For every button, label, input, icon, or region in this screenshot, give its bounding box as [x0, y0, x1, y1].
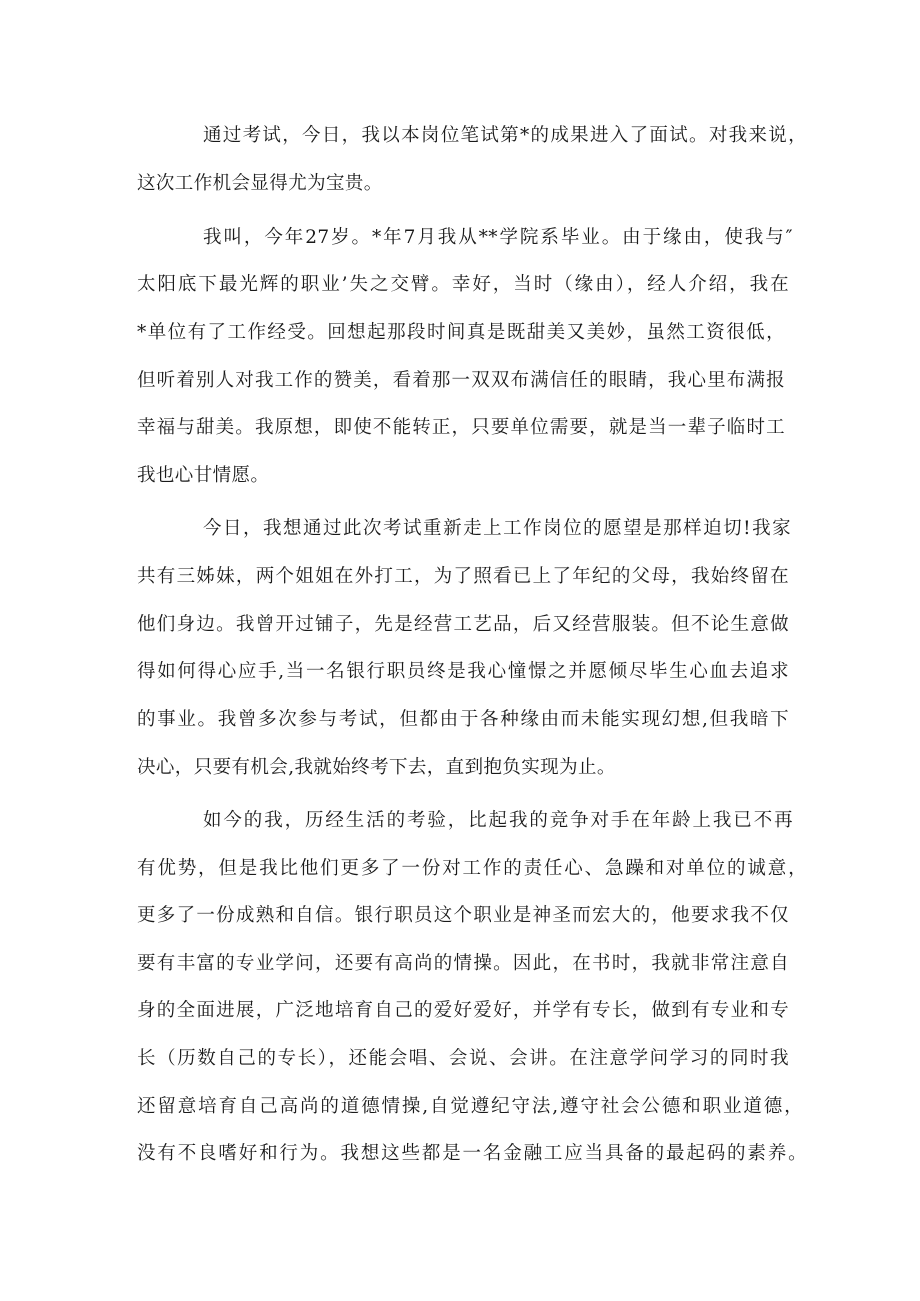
text-line: 有优势，但是我比他们更多了一份对工作的责任心、急躁和对单位的诚意，	[137, 858, 807, 879]
text-line: 这次工作机会显得尤为宝贵。	[137, 173, 383, 194]
text-line: 更多了一份成熟和自信。银行职员这个职业是神圣而宏大的，他要求我不仅	[137, 905, 789, 926]
text-line: 今日，我想通过此次考试重新走上工作岗位的愿望是那样迫切!我家	[203, 518, 791, 539]
text-line: 没有不良嗜好和行为。我想这些都是一名金融工应当具备的最起码的素养。	[137, 1143, 807, 1164]
text-line: 要有丰富的专业学问，还要有高尚的情操。因此，在书时，我就非常注意自	[137, 953, 789, 974]
text-line: 的事业。我曾多次参与考试，但都由于各种缘由而未能实现幻想,但我暗下	[137, 709, 789, 730]
text-line: 幸福与甜美。我原想，即使不能转正，只要单位需要，就是当一辈子临时工	[137, 417, 785, 438]
text-line: 通过考试，今日，我以本岗位笔试第*的成果进入了面试。对我来说，	[203, 125, 807, 146]
text-line: 身的全面进展，广泛地培育自己的爱好爱好，并学有专长，做到有专业和专	[137, 1000, 789, 1021]
text-line: 决心，只要有机会,我就始终考下去，直到抱负实现为止。	[137, 757, 616, 778]
text-line: 太阳底下最光辉的职业’失之交臂。幸好，当时（缘由），经人介绍，我在	[137, 274, 789, 295]
text-line: 我叫，今年27岁。*年7月我从**学院系毕业。由于缘由，使我与″	[203, 227, 793, 248]
text-line: 如今的我，历经生活的考验，比起我的竞争对手在年龄上我已不再	[203, 810, 793, 831]
text-line: 得如何得心应手,当一名银行职员终是我心憧憬之并愿倾尽毕生心血去追求	[137, 661, 789, 682]
text-line: *单位有了工作经受。回想起那段时间真是既甜美又美妙，虽然工资很低，	[137, 322, 785, 343]
text-line: 我也心甘情愿。	[137, 465, 270, 486]
text-line: 他们身边。我曾开过铺子，先是经营工艺品，后又经营服装。但不论生意做	[137, 614, 789, 635]
text-line: 共有三姊妹，两个姐姐在外打工，为了照看已上了年纪的父母，我始终留在	[137, 566, 789, 587]
text-line: 但听着别人对我工作的赞美，看着那一双双布满信任的眼睛，我心里布满报	[137, 370, 785, 391]
text-line: 长（历数自己的专长），还能会唱、会说、会讲。在注意学问学习的同时我	[137, 1048, 789, 1069]
text-line: 还留意培育自己高尚的道德情操,自觉遵纪守法,遵守社会公德和职业道德，	[137, 1096, 803, 1117]
